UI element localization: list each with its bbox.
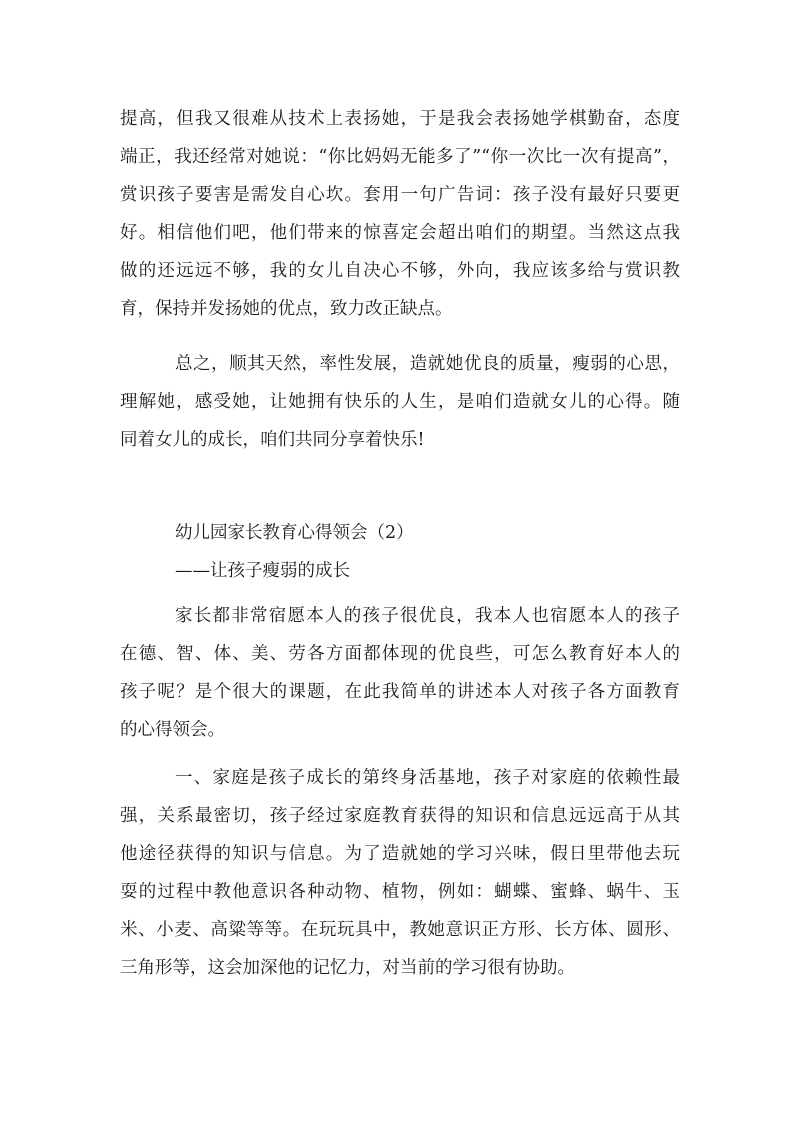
paragraph-line: 总之，顺其天然，率性发展，造就她优良的质量，瘦弱的心思，: [175, 354, 680, 374]
section-title: 幼儿园家长教育心得领会（2）: [175, 523, 414, 543]
paragraph-line: 同着女儿的成长，咱们共同分享着快乐!: [120, 430, 425, 450]
paragraph-line: 他途径获得的知识与信息。为了造就她的学习兴味，假日里带他去玩: [120, 844, 680, 864]
paragraph-line: 赏识孩子要害是需发自心坎。套用一句广告词：孩子没有最好只要更: [120, 185, 680, 205]
paragraph-line: 好。相信他们吧，他们带来的惊喜定会超出咱们的期望。当然这点我: [120, 223, 680, 243]
paragraph-line: 提高，但我又很难从技术上表扬她，于是我会表扬她学棋勤奋，态度: [120, 109, 680, 129]
paragraph-line: 的心得领会。: [120, 720, 225, 740]
paragraph-line: 育，保持并发扬她的优点，致力改正缺点。: [120, 299, 453, 319]
paragraph-line: 理解她，感受她，让她拥有快乐的人生，是咱们造就女儿的心得。随: [120, 392, 680, 412]
section-subtitle: ——让孩子瘦弱的成长: [175, 561, 350, 581]
paragraph-line: 做的还远远不够，我的女儿自决心不够，外向，我应该多给与赏识教: [120, 261, 680, 281]
paragraph-line: 一、家庭是孩子成长的第终身活基地，孩子对家庭的依赖性最: [175, 768, 680, 788]
paragraph-line: 孩子呢？是个很大的课题，在此我简单的讲述本人对孩子各方面教育: [120, 682, 680, 702]
paragraph-line: 耍的过程中教他意识各种动物、植物，例如：蝴蝶、蜜蜂、蜗牛、玉: [120, 882, 680, 902]
paragraph-line: 强，关系最密切，孩子经过家庭教育获得的知识和信息远远高于从其: [120, 806, 680, 826]
paragraph-line: 米、小麦、高粱等等。在玩玩具中，教她意识正方形、长方体、圆形、: [120, 920, 680, 940]
paragraph-line: 端正，我还经常对她说：“你比妈妈无能多了”“你一次比一次有提高”，: [120, 147, 680, 167]
paragraph-line: 三角形等，这会加深他的记忆力，对当前的学习很有协助。: [120, 958, 575, 978]
paragraph-line: 家长都非常宿愿本人的孩子很优良，我本人也宿愿本人的孩子: [175, 606, 680, 626]
paragraph-line: 在德、智、体、美、劳各方面都体现的优良些，可怎么教育好本人的: [120, 644, 680, 664]
